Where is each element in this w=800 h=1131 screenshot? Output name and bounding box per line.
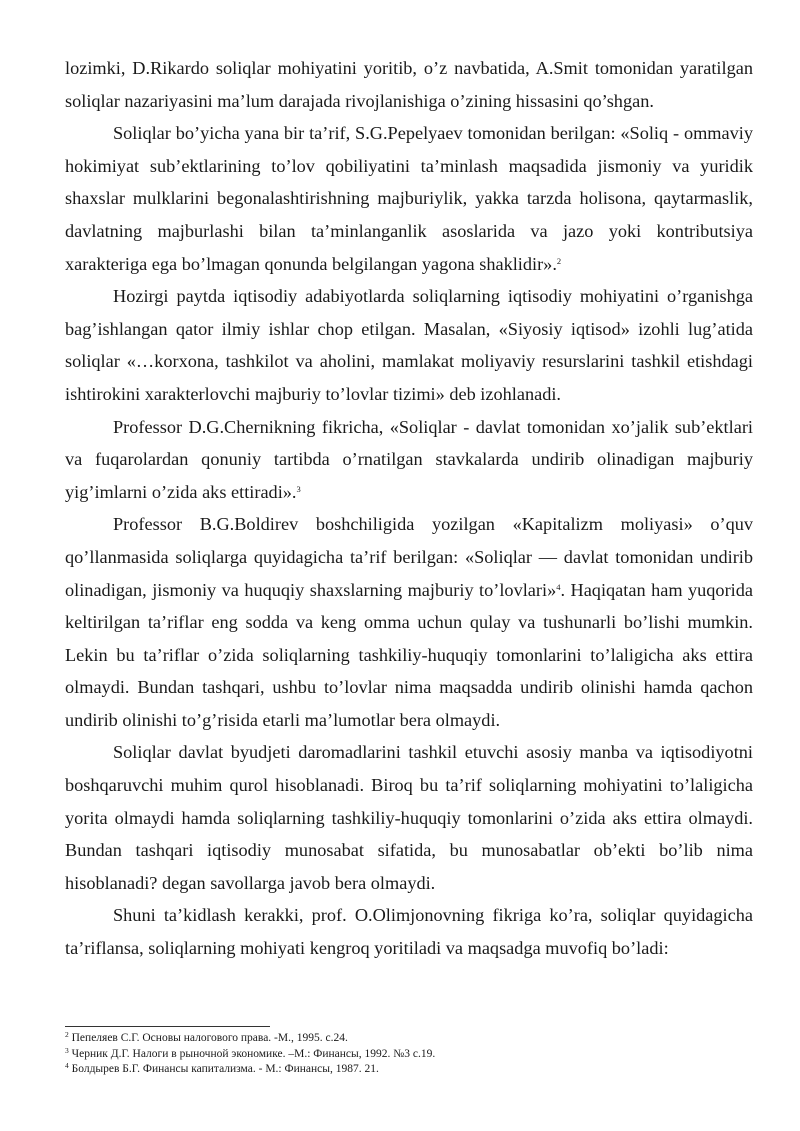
footnote-3 [65, 1047, 753, 1063]
document-body [65, 52, 753, 965]
footnote-2 [65, 1031, 753, 1047]
paragraph-text: Shuni ta’kidlash kerakki, prof. O.Olimjonovning fikriga ko’ra, soliqlar quyidagicha ta’riflansa, soliqlarning mohiyati kengroq yoritiladi va maqsadga muvofiq bo’ladi: [65, 905, 753, 959]
paragraph-text: Professor D.G.Chernikning fikricha, «Soliqlar - davlat tomonidan xo’jalik sub’ektlari va fuqarolardan qonuniy tartibda o’rnatilgan stavkalarda undirib olinadigan majburiy yig’imlarni o’zida aks ettiradi». [65, 416, 753, 502]
footnotes [65, 1031, 753, 1078]
paragraph-2 [65, 117, 753, 280]
footnote-text: Пепеляев С.Г. Основы налогового права. -М., 1995. с.24. [71, 1032, 348, 1044]
footnote-ref-3: 3 [296, 483, 301, 494]
paragraph-3 [65, 280, 753, 410]
footnote-number: 2 [65, 1030, 69, 1039]
paragraph-4 [65, 411, 753, 509]
footnote-text: Болдырев Б.Г. Финансы капитализма. - М.: Финансы, 1987. 21. [71, 1063, 379, 1076]
footnote-number: 3 [65, 1045, 69, 1055]
paragraph-text: Soliqlar davlat byudjeti daromadlarini tashkil etuvchi asosiy manba va iqtisodiyotni boshqaruvchi muhim qurol hisoblanadi. Biroq bu ta’rif soliqlarning mohiyatini to’laligicha yorita olmaydi hamda soliqlarning tashkiliy-huquqiy tomonlarini o’zida aks ettira olmaydi. Bundan tashqari iqtisodiy munosabat sifatida, bu munosabatlar ob’ekti bo’lib nima hisoblanadi? degan savollarga javob bera olmaydi. [65, 742, 753, 893]
paragraph-7 [65, 899, 753, 964]
footnote-number: 4 [65, 1061, 69, 1071]
paragraph-text: Professor B.G.Boldirev boshchiligida yozilgan «Kapitalizm moliyasi» o’quv qo’llanmasida soliqlarga quyidagicha ta’rif berilgan: «Soliqlar — davlat tomonidan undirib olinadigan, jismoniy va huquqiy shaxslarning majburiy to’lovlari» [65, 514, 753, 600]
footnote-ref-2: 2 [556, 255, 562, 266]
footnote-separator [65, 1026, 270, 1027]
paragraph-text: Hozirgi paytda iqtisodiy adabiyotlarda soliqlarning iqtisodiy mohiyatini o’rganishga bag’ishlangan qator ilmiy ishlar chop etilgan. Masalan, «Siyosiy iqtisod» izohli lug’atida soliqlar «…korxona, tashkilot va aholini, mamlakat moliyaviy resurslarini tashkil etishdagi ishtirokini xarakterlovchi majburiy to’lovlar tizimi» deb izohlanadi. [65, 286, 753, 404]
footnote-text: Черник Д.Г. Налоги в рыночной экономике. –М.: Финансы, 1992. №3 с.19. [71, 1047, 436, 1060]
footnote-ref-4: 4 [556, 581, 561, 592]
paragraph-1 [65, 52, 753, 117]
paragraph-6 [65, 736, 753, 899]
paragraph-text-continued: . Haqiqatan ham yuqorida keltirilgan ta’riflar eng sodda va keng omma uchun qulay va tushunarli bo’lishi mumkin. Lekin bu ta’riflar o’zida soliqlarning tashkiliy-huquqiy tomonlarini to’laligicha aks ettira olmaydi. Bundan tashqari, ushbu to’lovlar nima maqsadda undirib olinishi hamda qachon undirib olinishi to’g’risida etarli ma’lumotlar bera olmaydi. [65, 579, 753, 730]
footnote-4 [65, 1062, 753, 1078]
paragraph-text: Soliqlar bo’yicha yana bir ta’rif, S.G.Pepelyaev tomonidan berilgan: «Soliq - ommaviy hokimiyat sub’ektlarining to’lov qobiliyatini ta’minlash maqsadida jismoniy va yuridik shaxslar mulklarini begonalashtirishning majburiylik, yakka tarzda holisona, qaytarmaslik, davlatning majburlashi bilan ta’minlanganlik asoslarida va jazo yoki kontributsiya xarakteriga ega bo’lmagan qonunda belgilangan yagona shaklidir». [65, 123, 753, 274]
paragraph-text: lozimki, D.Rikardo soliqlar mohiyatini yoritib, o’z navbatida, A.Smit tomonidan yaratilgan soliqlar nazariyasini ma’lum darajada rivojlanishiga o’zining hissasini qo’shgan. [65, 58, 753, 111]
paragraph-5 [65, 508, 753, 736]
